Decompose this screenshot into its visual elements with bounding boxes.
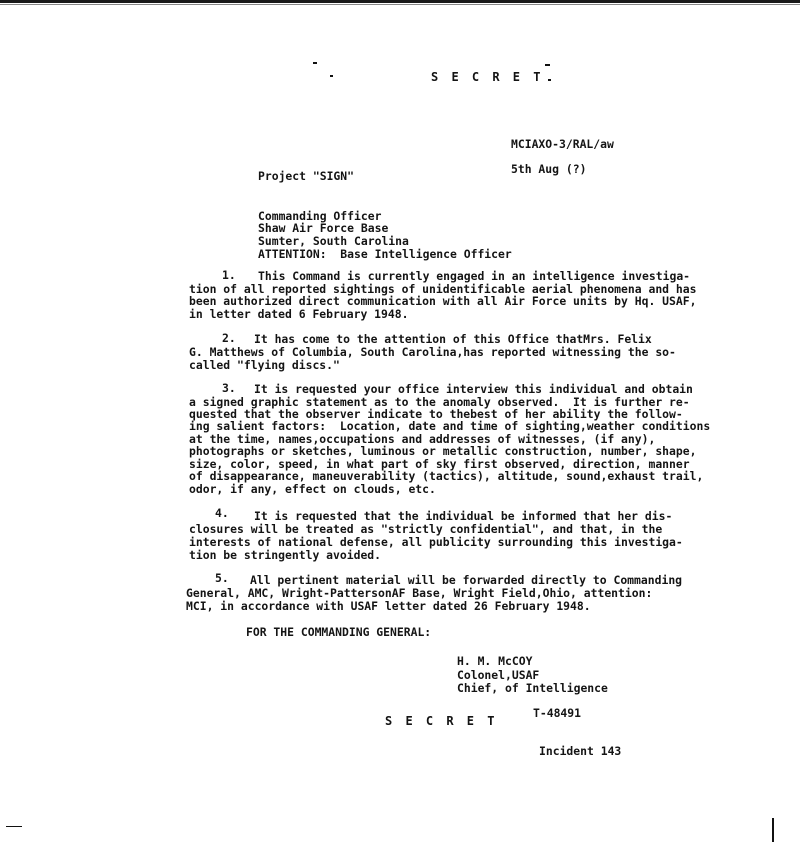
paragraph-line: tion be stringently avoided.: [189, 548, 382, 562]
paragraph-line: ing salient factors: Location, date and time of sighting,weather conditions: [189, 419, 711, 433]
paragraph-line: All pertinent material will be forwarded directly to Commanding: [250, 573, 683, 587]
paragraph-line: tion of all reported sightings of unidentificable aerial phenomena and has: [189, 282, 697, 296]
attention-line: ATTENTION: Base Intelligence Officer: [258, 247, 512, 261]
paragraph-line: quested that the observer indicate to thebest of her ability the follow-: [189, 407, 683, 421]
paragraph-number: 3.: [222, 381, 236, 395]
paragraph-line: It is requested your office interview this individual and obtain: [254, 382, 693, 396]
scan-top-border: [0, 0, 800, 3]
paragraph-line: at the time, names,occupations and addresses of witnesses, (if any),: [189, 432, 656, 446]
paragraph-line: closures will be treated as "strictly confidential", and that, in the: [189, 522, 663, 536]
signer-rank: Colonel,USAF: [457, 668, 540, 682]
scan-mark: [548, 79, 551, 81]
paragraph-line: It has come to the attention of this Office thatMrs. Felix: [254, 332, 652, 346]
scan-mark: [6, 826, 22, 827]
paragraph-number: 1.: [222, 268, 236, 282]
paragraph-line: General, AMC, Wright-PattersonAF Base, Wright Field,Ohio, attention:: [186, 586, 653, 600]
paragraph-line: photographs or sketches, luminous or metallic construction, number, shape,: [189, 444, 697, 458]
address-line: Commanding Officer: [258, 209, 382, 223]
subject-line: Project "SIGN": [258, 169, 355, 183]
closing-line: FOR THE COMMANDING GENERAL:: [246, 625, 432, 639]
paragraph-line: size, color, speed, in what part of sky first observed, direction, manner: [189, 457, 690, 471]
paragraph-number: 4.: [215, 506, 229, 520]
signer-title: Chief, of Intelligence: [457, 681, 608, 695]
paragraph-number: 5.: [215, 571, 229, 585]
address-line: Sumter, South Carolina: [258, 234, 409, 248]
scan-mark: [772, 818, 774, 842]
scan-mark: [545, 64, 550, 66]
paragraph-line: interests of national defense, all publicity surrounding this investiga-: [189, 535, 683, 549]
paragraph-line: called "flying discs.": [189, 358, 340, 372]
paragraph-line: a signed graphic statement as to the anomaly observed. It is further re-: [189, 395, 690, 409]
scan-top-border-line: [0, 4, 800, 5]
signer-name: H. M. McCOY: [457, 654, 533, 668]
document-date: 5th Aug (?): [511, 162, 587, 176]
paragraph-line: G. Matthews of Columbia, South Carolina,has reported witnessing the so-: [189, 345, 676, 359]
paragraph-line: of disappearance, maneuverability (tactics), altitude, sound,exhaust trail,: [189, 469, 704, 483]
classification-bottom: S E C R E T: [385, 714, 498, 728]
paragraph-line: MCI, in accordance with USAF letter dated 26 February 1948.: [186, 599, 591, 613]
file-reference: MCIAXO-3/RAL/aw: [511, 137, 614, 151]
scan-mark: [330, 75, 333, 77]
paragraph-line: It is requested that the individual be informed that her dis-: [254, 509, 673, 523]
paragraph-line: in letter dated 6 February 1948.: [189, 307, 409, 321]
paragraph-line: odor, if any, effect on clouds, etc.: [189, 482, 436, 496]
scan-mark: [313, 62, 317, 64]
paragraph-line: This Command is currently engaged in an intelligence investiga-: [258, 269, 691, 283]
paragraph-line: been authorized direct communication with all Air Force units by Hq. USAF,: [189, 294, 697, 308]
address-line: Shaw Air Force Base: [258, 221, 389, 235]
classification-top: S E C R E T: [431, 70, 544, 84]
control-number: T-48491: [533, 706, 582, 720]
incident-number: Incident 143: [539, 744, 622, 758]
paragraph-number: 2.: [222, 331, 236, 345]
